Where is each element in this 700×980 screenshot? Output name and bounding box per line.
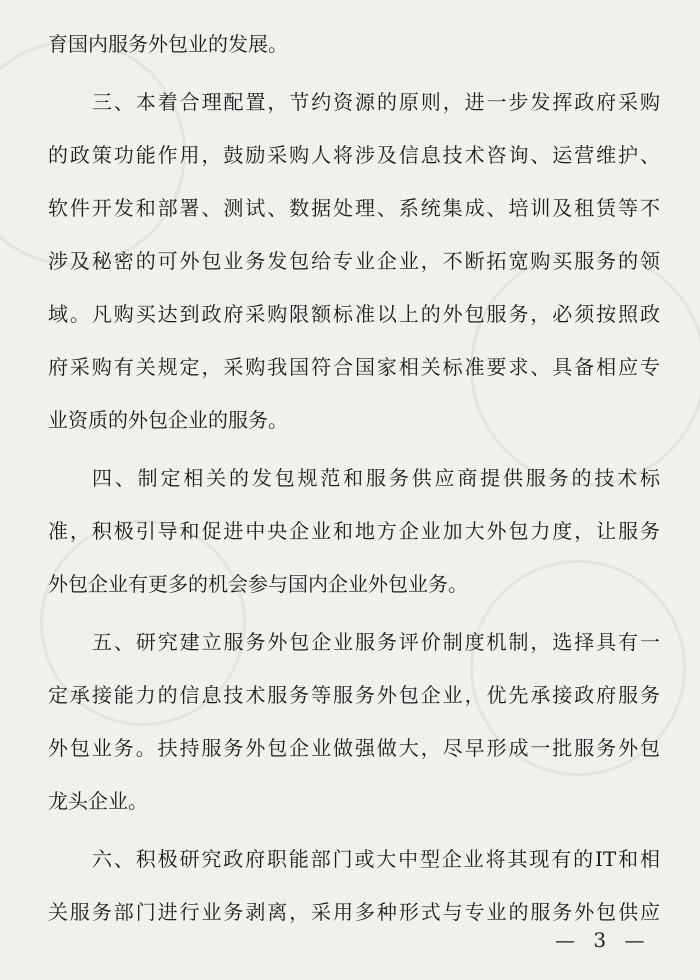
- text-line: 外包业务。扶持服务外包企业做强做大，尽早形成一批服务外包: [48, 736, 660, 760]
- text-line: 业资质的外包企业的服务。: [48, 408, 288, 432]
- paragraph-first-line: 三、本着合理配置，节约资源的原则，进一步发挥政府采购: [92, 90, 660, 114]
- text-line: 龙头企业。: [48, 789, 148, 813]
- text-line: 域。凡购买达到政府采购限额标准以上的外包服务，必须按照政: [48, 302, 660, 326]
- paragraph-first-line: 四、制定相关的发包规范和服务供应商提供服务的技术标: [92, 466, 660, 490]
- text-line: 定承接能力的信息技术服务等服务外包企业，优先承接政府服务: [48, 683, 660, 707]
- text-line: 涉及秘密的可外包业务发包给专业企业，不断拓宽购买服务的领: [48, 249, 660, 273]
- text-line: 外包企业有更多的机会参与国内企业外包业务。: [48, 572, 468, 596]
- page-number: — 3 —: [555, 928, 651, 952]
- text-line: 育国内服务外包业的发展。: [48, 32, 288, 56]
- paragraph-first-line: 六、积极研究政府职能部门或大中型企业将其现有的IT和相: [92, 847, 660, 871]
- text-line: 准，积极引导和促进中央企业和地方企业加大外包力度，让服务: [48, 519, 660, 543]
- text-line: 关服务部门进行业务剥离，采用多种形式与专业的服务外包供应: [48, 900, 660, 924]
- text-line: 软件开发和部署、测试、数据处理、系统集成、培训及租赁等不: [48, 196, 660, 220]
- paragraph-first-line: 五、研究建立服务外包企业服务评价制度机制，选择具有一: [92, 630, 660, 654]
- text-line: 的政策功能作用，鼓励采购人将涉及信息技术咨询、运营维护、: [48, 143, 660, 167]
- text-line: 府采购有关规定，采购我国符合国家相关标准要求、具备相应专: [48, 355, 660, 379]
